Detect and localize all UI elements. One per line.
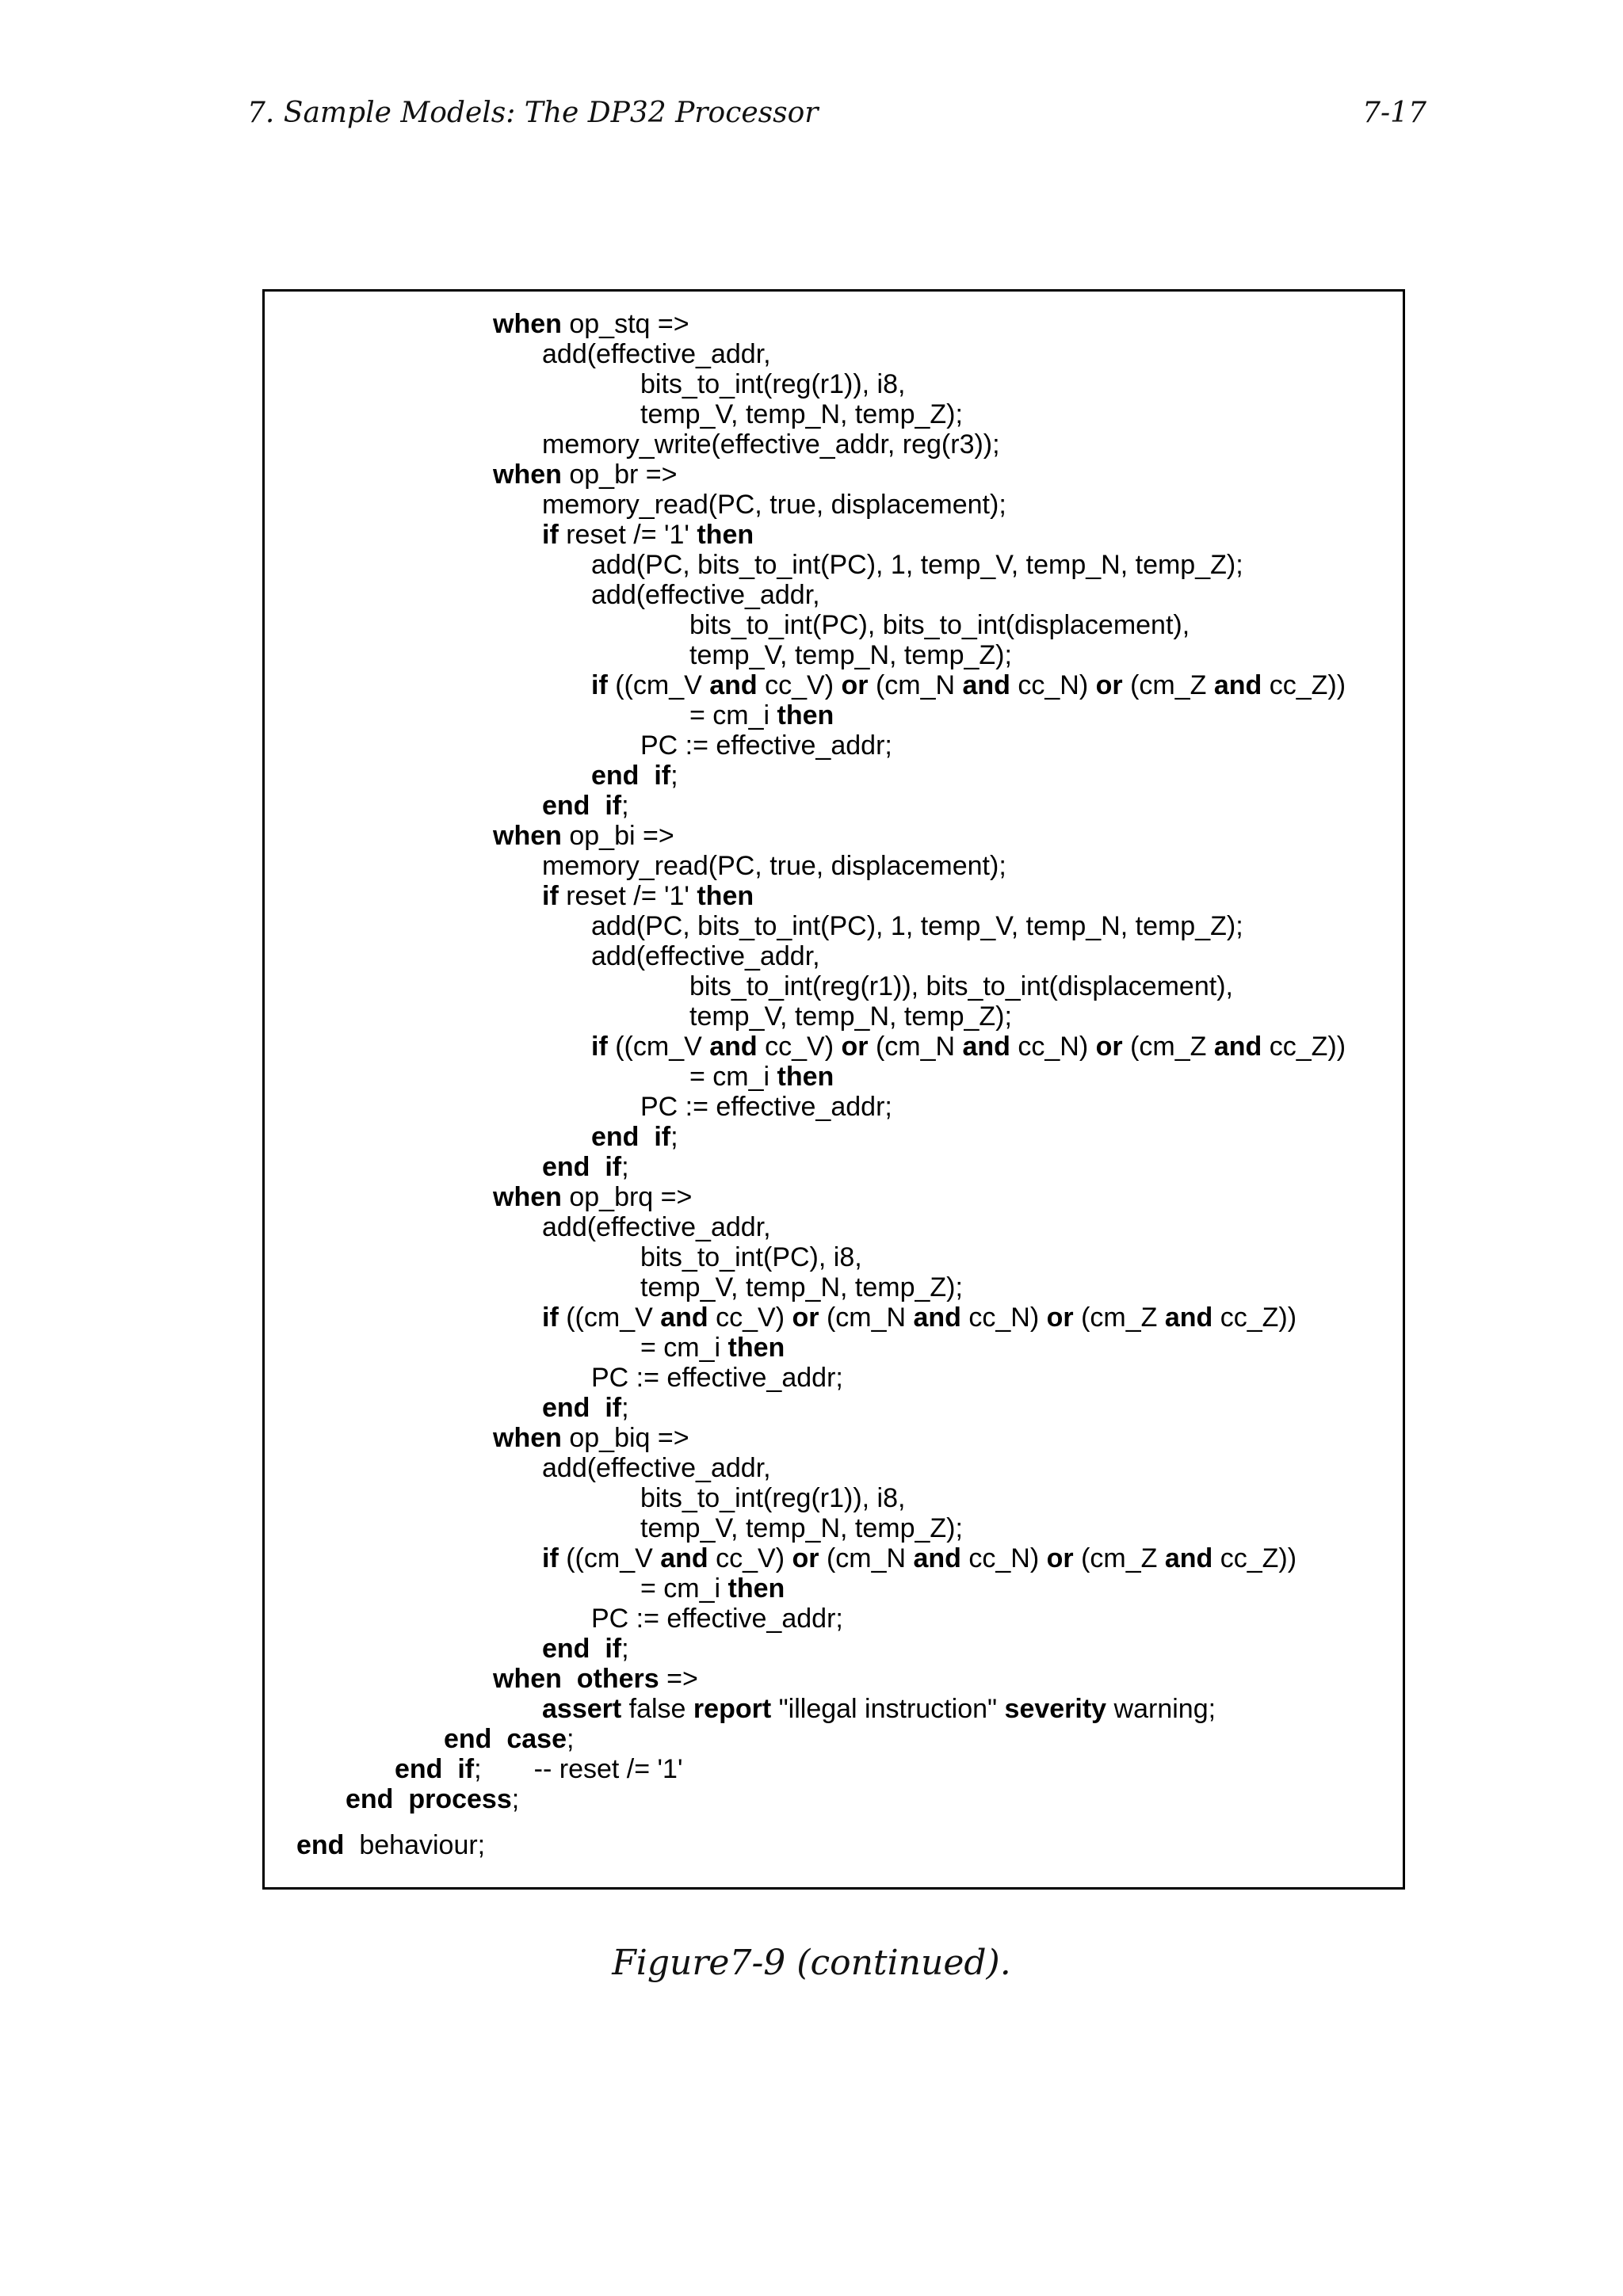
code-line: [493, 1423, 689, 1453]
code-line: [542, 490, 1006, 520]
code-line: [542, 1634, 629, 1664]
code-text: (cm_Z: [1073, 1543, 1165, 1573]
code-line: [591, 550, 1243, 580]
code-keyword: and: [660, 1543, 708, 1573]
code-text: = cm_i: [689, 700, 777, 730]
code-text: op_br =>: [561, 460, 678, 490]
code-line: [640, 1272, 963, 1302]
running-head-title: 7. Sample Models: The DP32 Processor: [247, 97, 819, 129]
code-line: [640, 399, 963, 429]
code-text: ;: [621, 791, 629, 821]
code-text: = cm_i: [640, 1333, 728, 1363]
code-keyword: if: [542, 1543, 559, 1573]
code-keyword: and: [913, 1543, 961, 1573]
code-text: ;: [621, 1634, 629, 1664]
code-keyword: if: [542, 1302, 559, 1333]
code-keyword: end if: [591, 1122, 671, 1152]
code-text: =>: [659, 1664, 698, 1694]
code-line: [640, 1333, 785, 1363]
code-text: (cm_N: [819, 1543, 914, 1573]
code-text: cc_Z)): [1212, 1543, 1297, 1573]
code-line: [542, 1694, 1216, 1724]
code-text: cc_V): [708, 1302, 792, 1333]
code-keyword: and: [962, 670, 1010, 700]
code-line: [591, 761, 678, 791]
code-keyword: end process: [346, 1784, 512, 1814]
code-text: (cm_Z: [1122, 670, 1214, 700]
code-text: cc_Z)): [1212, 1302, 1297, 1333]
code-line: [542, 429, 1000, 460]
code-keyword: when others: [493, 1664, 659, 1694]
code-text: ; -- reset /= '1': [474, 1754, 683, 1784]
code-text: bits_to_int(PC), i8,: [640, 1242, 862, 1272]
code-keyword: and: [1213, 670, 1262, 700]
code-line: [542, 791, 629, 821]
code-keyword: or: [1046, 1543, 1074, 1573]
code-line: [591, 941, 820, 971]
code-keyword: or: [841, 1032, 869, 1062]
code-keyword: and: [709, 670, 758, 700]
code-text: PC := effective_addr;: [591, 1604, 843, 1634]
code-keyword: then: [777, 1062, 834, 1092]
code-text: op_brq =>: [561, 1182, 693, 1212]
code-text: reset /= '1': [558, 881, 697, 911]
code-text: add(effective_addr,: [542, 339, 771, 369]
code-keyword: or: [1095, 1032, 1123, 1062]
code-keyword: and: [913, 1302, 961, 1333]
code-keyword: if: [542, 520, 559, 550]
code-text: bits_to_int(reg(r1)), i8,: [640, 1483, 906, 1513]
code-text: op_stq =>: [561, 309, 689, 339]
code-keyword: and: [660, 1302, 708, 1333]
code-text: ;: [511, 1784, 520, 1814]
code-keyword: then: [697, 881, 754, 911]
code-text: = cm_i: [689, 1062, 777, 1092]
code-line: [591, 911, 1243, 941]
code-text: cc_V): [708, 1543, 792, 1573]
code-text: ;: [621, 1152, 629, 1182]
code-line: [296, 1830, 485, 1860]
code-line: [640, 369, 905, 399]
code-text: ;: [566, 1724, 575, 1754]
code-line: [542, 1543, 1296, 1573]
code-keyword: end if: [542, 1634, 622, 1664]
code-text: ((cm_V: [607, 1032, 710, 1062]
code-text: cc_Z)): [1262, 670, 1346, 700]
code-keyword: end if: [542, 1152, 622, 1182]
code-keyword: and: [1164, 1302, 1213, 1333]
code-keyword: then: [727, 1573, 785, 1604]
code-line: [542, 851, 1006, 881]
code-keyword: when: [493, 821, 562, 851]
code-line: [640, 1483, 905, 1513]
code-keyword: report: [693, 1694, 772, 1724]
code-text: add(effective_addr,: [591, 580, 820, 610]
code-figure-box: [262, 289, 1405, 1890]
code-keyword: and: [1213, 1032, 1262, 1062]
code-line: [640, 1573, 785, 1604]
code-line: [591, 1122, 678, 1152]
code-line: [689, 1062, 834, 1092]
code-line: [542, 1152, 629, 1182]
figure-caption: Figure7-9 (continued).: [612, 1943, 1011, 1983]
page-number: 7-17: [1362, 97, 1426, 129]
code-text: warning;: [1106, 1694, 1216, 1724]
code-keyword: end case: [444, 1724, 567, 1754]
code-text: = cm_i: [640, 1573, 728, 1604]
code-line: [689, 1001, 1012, 1032]
code-keyword: end if: [395, 1754, 475, 1784]
code-line: [395, 1754, 682, 1784]
code-text: add(effective_addr,: [542, 1212, 771, 1242]
code-text: memory_write(effective_addr, reg(r3));: [542, 429, 1000, 460]
code-text: ((cm_V: [558, 1543, 661, 1573]
code-line: [493, 1664, 698, 1694]
code-text: cc_N): [960, 1302, 1047, 1333]
code-keyword: when: [493, 460, 562, 490]
code-line: [542, 339, 771, 369]
code-text: reset /= '1': [558, 520, 697, 550]
code-text: temp_V, temp_N, temp_Z);: [689, 1001, 1012, 1032]
code-text: op_bi =>: [561, 821, 674, 851]
code-line: [493, 309, 689, 339]
code-text: PC := effective_addr;: [640, 730, 892, 761]
code-line: [542, 1212, 771, 1242]
code-line: [640, 730, 892, 761]
code-line: [591, 1604, 843, 1634]
code-text: cc_N): [960, 1543, 1047, 1573]
code-line: [591, 1032, 1346, 1062]
code-keyword: end: [296, 1830, 345, 1860]
code-text: add(PC, bits_to_int(PC), 1, temp_V, temp_N, temp_Z);: [591, 911, 1243, 941]
code-text: cc_N): [1010, 670, 1096, 700]
code-text: "illegal instruction": [771, 1694, 1005, 1724]
code-keyword: when: [493, 309, 562, 339]
code-text: memory_read(PC, true, displacement);: [542, 490, 1006, 520]
code-line: [493, 460, 677, 490]
code-line: [591, 580, 820, 610]
code-line: [689, 700, 834, 730]
code-text: PC := effective_addr;: [591, 1363, 843, 1393]
code-line: [346, 1784, 519, 1814]
code-text: op_biq =>: [561, 1423, 689, 1453]
code-keyword: severity: [1004, 1694, 1107, 1724]
code-text: cc_Z)): [1262, 1032, 1346, 1062]
code-text: bits_to_int(reg(r1)), bits_to_int(displacement),: [689, 971, 1233, 1001]
code-keyword: and: [709, 1032, 758, 1062]
code-line: [689, 971, 1233, 1001]
code-text: temp_V, temp_N, temp_Z);: [640, 1272, 963, 1302]
code-text: temp_V, temp_N, temp_Z);: [689, 640, 1012, 670]
code-text: memory_read(PC, true, displacement);: [542, 851, 1006, 881]
code-text: bits_to_int(reg(r1)), i8,: [640, 369, 906, 399]
code-text: cc_V): [757, 1032, 842, 1062]
code-keyword: when: [493, 1182, 562, 1212]
code-text: temp_V, temp_N, temp_Z);: [640, 1513, 963, 1543]
code-line: [493, 1182, 692, 1212]
code-line: [444, 1724, 574, 1754]
code-text: ;: [621, 1393, 629, 1423]
code-text: bits_to_int(PC), bits_to_int(displacement),: [689, 610, 1190, 640]
code-line: [542, 1393, 629, 1423]
code-keyword: end if: [542, 1393, 622, 1423]
code-text: ((cm_V: [558, 1302, 661, 1333]
code-line: [640, 1092, 892, 1122]
code-keyword: if: [542, 881, 559, 911]
code-keyword: end if: [542, 791, 622, 821]
code-text: behaviour;: [344, 1830, 486, 1860]
code-line: [591, 670, 1346, 700]
code-text: (cm_N: [868, 670, 963, 700]
code-text: false: [621, 1694, 693, 1724]
code-keyword: assert: [542, 1694, 622, 1724]
code-line: [640, 1242, 862, 1272]
code-text: PC := effective_addr;: [640, 1092, 892, 1122]
code-text: cc_V): [757, 670, 842, 700]
code-text: (cm_Z: [1122, 1032, 1214, 1062]
code-keyword: if: [591, 1032, 608, 1062]
code-text: ((cm_V: [607, 670, 710, 700]
code-keyword: and: [1164, 1543, 1213, 1573]
code-text: add(effective_addr,: [542, 1453, 771, 1483]
code-keyword: then: [777, 700, 834, 730]
code-line: [689, 640, 1012, 670]
code-keyword: when: [493, 1423, 562, 1453]
code-keyword: or: [841, 670, 869, 700]
code-text: (cm_Z: [1073, 1302, 1165, 1333]
code-keyword: end if: [591, 761, 671, 791]
code-keyword: or: [1046, 1302, 1074, 1333]
code-text: (cm_N: [819, 1302, 914, 1333]
code-line: [542, 520, 754, 550]
code-line: [542, 1302, 1296, 1333]
code-keyword: and: [962, 1032, 1010, 1062]
code-text: ;: [670, 761, 678, 791]
code-keyword: or: [792, 1543, 819, 1573]
code-keyword: or: [792, 1302, 819, 1333]
code-keyword: if: [591, 670, 608, 700]
code-text: ;: [670, 1122, 678, 1152]
code-keyword: then: [727, 1333, 785, 1363]
code-line: [493, 821, 674, 851]
code-text: cc_N): [1010, 1032, 1096, 1062]
code-line: [542, 881, 754, 911]
code-line: [689, 610, 1190, 640]
code-text: add(effective_addr,: [591, 941, 820, 971]
code-text: add(PC, bits_to_int(PC), 1, temp_V, temp_N, temp_Z);: [591, 550, 1243, 580]
code-line: [591, 1363, 843, 1393]
code-line: [640, 1513, 963, 1543]
code-keyword: then: [697, 520, 754, 550]
code-text: temp_V, temp_N, temp_Z);: [640, 399, 963, 429]
code-text: (cm_N: [868, 1032, 963, 1062]
code-line: [542, 1453, 771, 1483]
code-keyword: or: [1095, 670, 1123, 700]
